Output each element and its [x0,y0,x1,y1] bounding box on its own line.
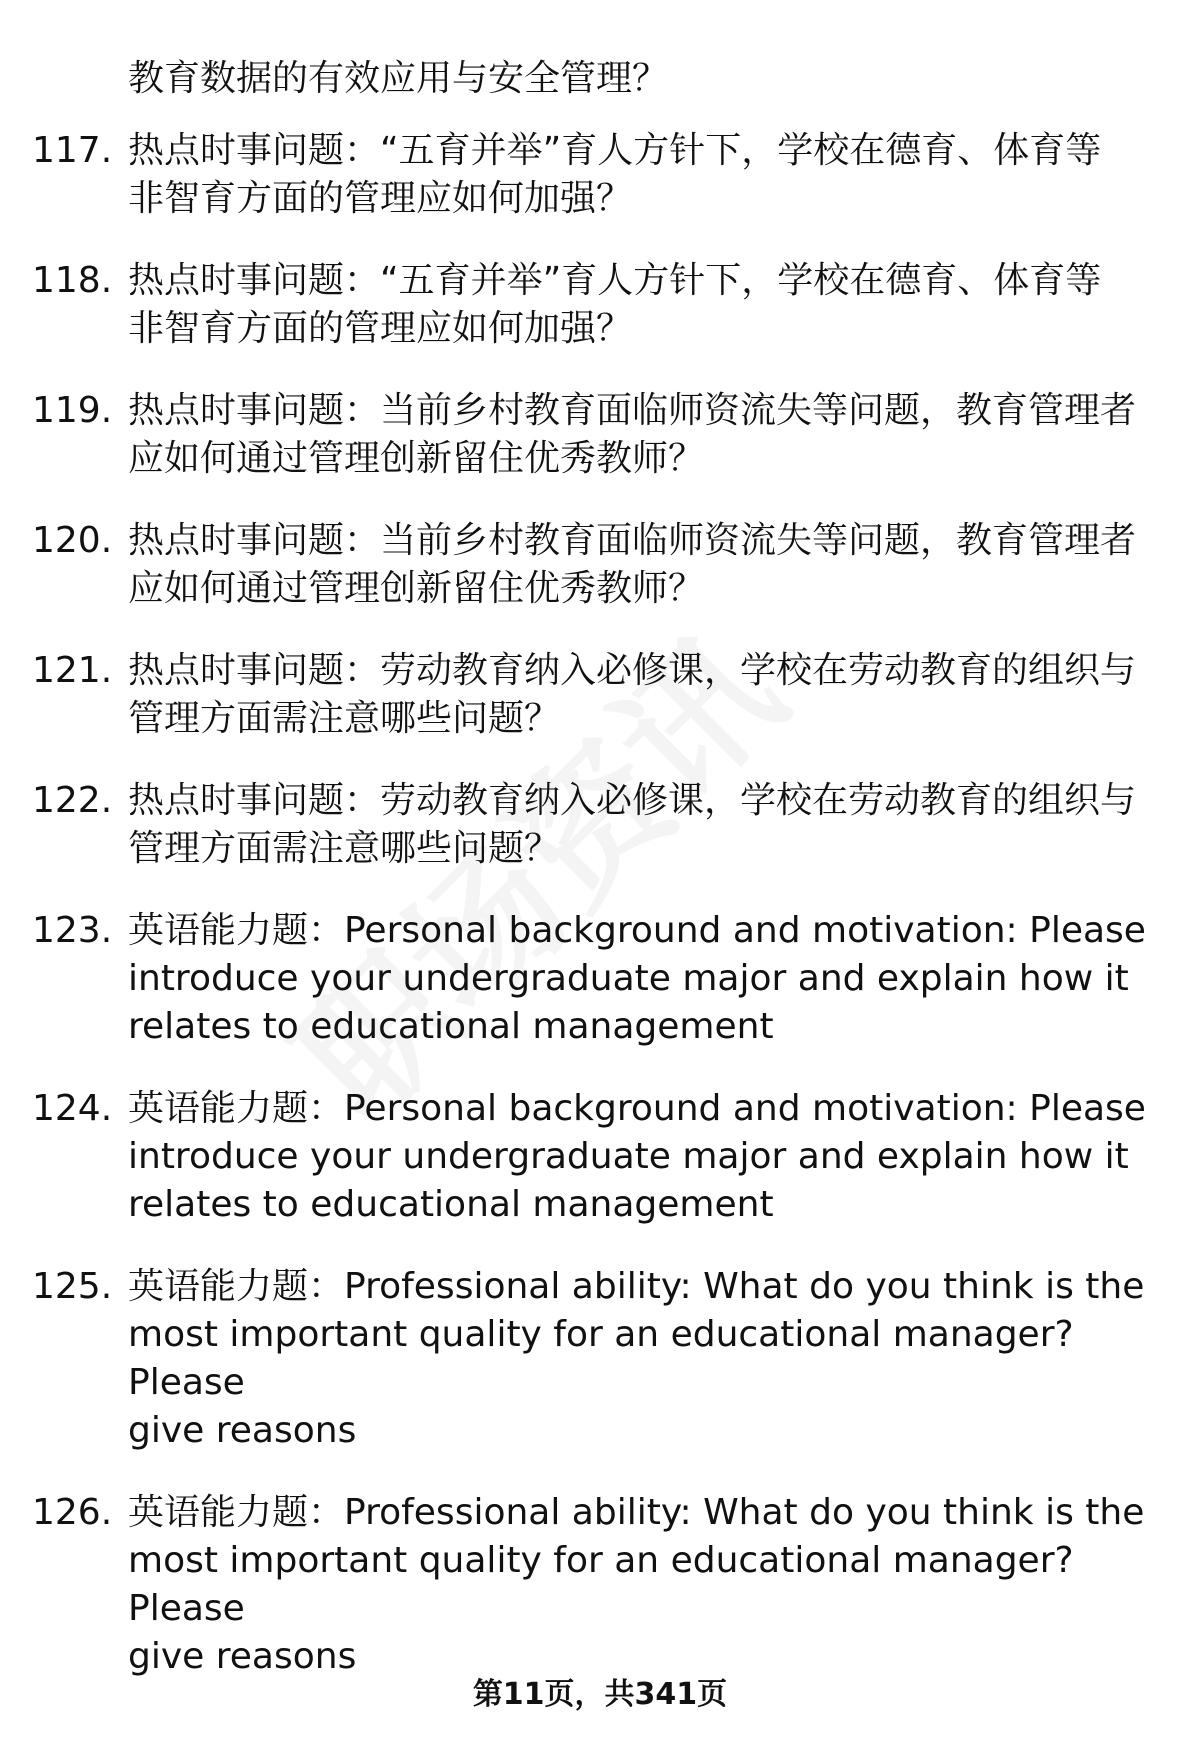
question-list [0,127,1200,1715]
list-item [0,777,1200,873]
list-item [0,907,1200,1051]
list-item [0,1085,1200,1229]
item-text: 热点时事问题：“五育并举”育人方针下，学校在德育、体育等 非智育方面的管理应如何加强？ [128,130,1102,219]
list-item [0,387,1200,483]
item-number: 120. [32,520,113,561]
item-text: 热点时事问题：劳动教育纳入必修课，学校在劳动教育的组织与 管理方面需注意哪些问题？ [128,650,1137,739]
item-number: 122. [32,780,113,821]
item-text: 热点时事问题：劳动教育纳入必修课，学校在劳动教育的组织与 管理方面需注意哪些问题？ [128,780,1137,869]
item-number: 123. [32,910,113,951]
list-item [0,1263,1200,1455]
item-text: 英语能力题：Personal background and motivation: Please introduce your undergraduate major and explain how it relates to educational management [128,1088,1146,1225]
list-item [0,257,1200,353]
page-footer: 第11页，共341页 [472,1677,728,1712]
item-text: 热点时事问题：“五育并举”育人方针下，学校在德育、体育等 非智育方面的管理应如何加强？ [128,260,1102,349]
item-text: 英语能力题：Personal background and motivation: Please introduce your undergraduate major and explain how it relates to educational management [128,910,1146,1047]
item-number: 121. [32,650,113,691]
list-item [0,1489,1200,1681]
item-number: 126. [32,1492,113,1533]
list-item [0,127,1200,223]
list-item [0,647,1200,743]
item-number: 125. [32,1266,113,1307]
list-item [0,517,1200,613]
item-number: 118. [32,260,113,301]
item-number: 124. [32,1088,113,1129]
item-number: 117. [32,130,113,171]
item-text: 英语能力题：Professional ability: What do you think is the most important quality for an educational manager? Please give reasons [128,1266,1145,1451]
item-text: 热点时事问题：当前乡村教育面临师资流失等问题，教育管理者 应如何通过管理创新留住优秀教师？ [128,520,1137,609]
item-text: 英语能力题：Professional ability: What do you think is the most important quality for an educational manager? Please give reasons [128,1492,1145,1677]
item-text: 热点时事问题：当前乡村教育面临师资流失等问题，教育管理者 应如何通过管理创新留住优秀教师？ [128,390,1137,479]
continued-text: 教育数据的有效应用与安全管理？ [128,58,669,99]
item-number: 119. [32,390,113,431]
